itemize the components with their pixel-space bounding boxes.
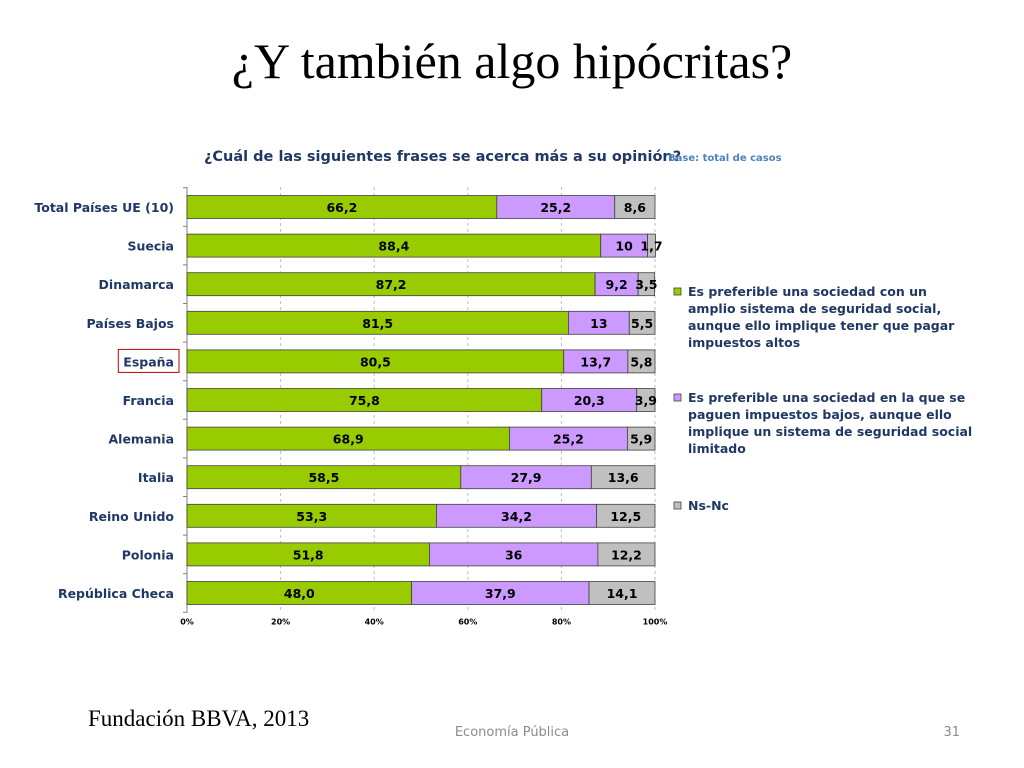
data-label: 80,5 <box>359 354 391 370</box>
data-label: 12,5 <box>610 508 642 524</box>
footer-course-name: Economía Pública <box>454 725 570 740</box>
data-label: 8,6 <box>623 200 646 215</box>
data-label: 13,7 <box>580 354 612 370</box>
legend-label: Es preferible una sociedad con un amplio sistema de seguridad social, aunque ello implique tener que pagar impuestos altos <box>688 284 955 350</box>
data-label: 88,4 <box>378 238 410 254</box>
data-label: 27,9 <box>510 470 542 486</box>
data-label: 20,3 <box>573 393 605 408</box>
page-number: 31 <box>943 725 960 740</box>
category-label: España <box>123 354 174 370</box>
data-label: 37,9 <box>484 586 516 601</box>
category-label: Reino Unido <box>88 508 174 524</box>
x-tick-label: 20% <box>271 617 291 627</box>
category-label: Alemania <box>108 431 174 447</box>
category-label: Polonia <box>121 547 174 563</box>
data-label: 5,8 <box>630 354 653 370</box>
source-citation: Fundación BBVA, 2013 <box>88 706 310 731</box>
data-label: 13,6 <box>607 470 639 486</box>
legend-swatch <box>674 288 681 295</box>
category-label: Total Países UE (10) <box>34 200 174 215</box>
data-label: 81,5 <box>362 315 394 331</box>
x-tick-label: 80% <box>551 617 571 627</box>
data-label: 58,5 <box>308 470 340 486</box>
legend-label: Ns-Nc <box>688 498 729 513</box>
data-label: 48,0 <box>283 586 315 601</box>
category-label: Italia <box>137 470 174 486</box>
x-tick-label: 40% <box>364 617 384 627</box>
data-label: 5,9 <box>630 431 653 447</box>
x-tick-label: 100% <box>642 617 668 627</box>
data-label: 3,9 <box>634 393 657 408</box>
data-label: 9,2 <box>605 277 628 293</box>
data-label: 3,5 <box>635 277 658 293</box>
category-label: República Checa <box>57 586 174 601</box>
chart-subtitle: Base: total de casos <box>668 153 782 164</box>
category-label: Países Bajos <box>86 315 174 331</box>
data-label: 87,2 <box>375 277 407 293</box>
data-label: 1,7 <box>640 238 663 254</box>
category-label: Dinamarca <box>98 277 174 293</box>
data-label: 36 <box>504 547 523 563</box>
data-label: 25,2 <box>540 200 572 215</box>
stacked-bar-chart <box>0 130 1024 640</box>
data-label: 75,8 <box>348 393 380 408</box>
data-label: 34,2 <box>501 508 532 524</box>
data-label: 12,2 <box>611 547 642 563</box>
data-label: 5,5 <box>631 315 654 331</box>
data-label: 51,8 <box>292 547 324 563</box>
category-label: Suecia <box>127 238 174 254</box>
legend-swatch <box>674 394 681 401</box>
data-label: 13 <box>590 315 608 331</box>
legend-swatch <box>674 502 681 509</box>
legend-label: Es preferible una sociedad en la que se paguen impuestos bajos, aunque ello implique un sistema de seguridad social limitado <box>688 390 973 456</box>
data-label: 25,2 <box>552 431 584 447</box>
data-label: 10 <box>615 238 633 254</box>
data-label: 68,9 <box>332 431 364 447</box>
x-tick-label: 0% <box>180 617 194 627</box>
category-label: Francia <box>122 393 174 408</box>
x-tick-label: 60% <box>458 617 478 627</box>
chart-title: ¿Cuál de las siguientes frases se acerca más a su opinión? <box>204 149 682 165</box>
data-label: 14,1 <box>606 586 638 601</box>
data-label: 53,3 <box>296 508 328 524</box>
data-label: 66,2 <box>326 200 358 215</box>
slide-title: ¿Y también algo hipócritas? <box>231 33 793 89</box>
